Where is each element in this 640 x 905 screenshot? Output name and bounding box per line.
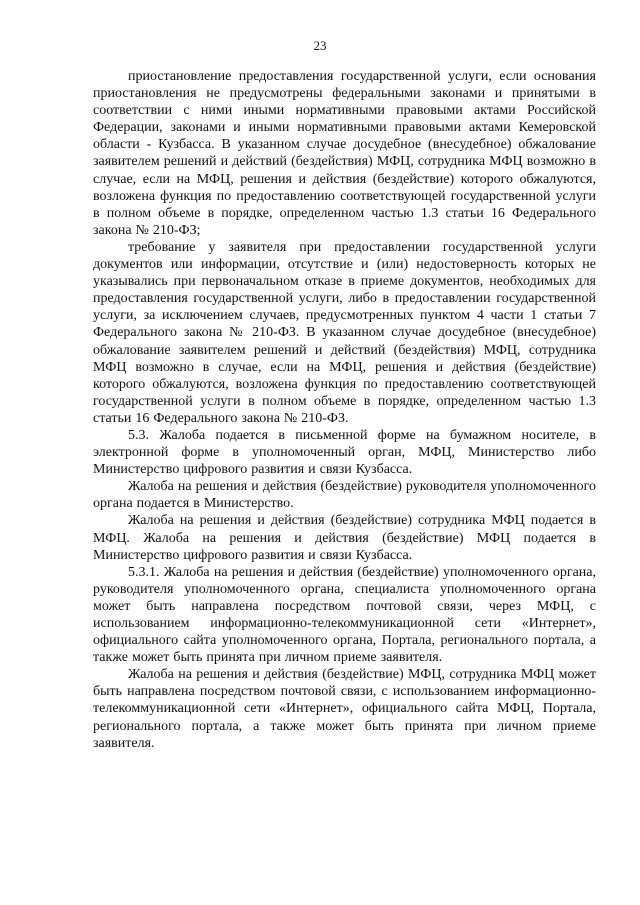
paragraph-mfc-submission: Жалоба на решения и действия (бездействие) МФЦ, сотрудника МФЦ может быть направлена посредством почтовой связи, с использованием информационно-телекоммуникационной сети «Интернет», официального сайта МФЦ, Портала, регионального портала, а также может быть принята при личном приеме заявителя. (93, 667, 596, 751)
document-body (93, 68, 596, 752)
paragraph-mfc-complaint: Жалоба на решения и действия (бездействие) сотрудника МФЦ подается в МФЦ. Жалоба на решения и действия (бездействие) МФЦ подается в Министерство цифрового развития и связи Кузбасса. (93, 513, 596, 563)
paragraph-5-3: 5.3. Жалоба подается в письменной форме на бумажном носителе, в электронной форме в уполномоченный орган, МФЦ, Министерство либо Министерство цифрового развития и связи Кузбасса. (93, 427, 596, 478)
paragraph-suspension-continuation: приостановление предоставления государственной услуги, если основания приостановления не предусмотрены федеральными законами и принятыми в соответствии с ними иными нормативными правовыми актами Российской Федерации, законами и иными нормативными правовыми актами Кемеровской области - Кузбасса. В указанном случае досудебное (внесудебное) обжалование заявителем решений и действий (бездействия) МФЦ, сотрудника МФЦ возможно в случае, если на МФЦ, решения и действия (бездействие) которого обжалуются, возложена функция по предоставлению соответствующей государственной услуги в полном объеме в порядке, определенном частью 1.3 статьи 16 Федерального закона № 210-ФЗ; (93, 69, 596, 238)
paragraph-head-complaint: Жалоба на решения и действия (бездействие) руководителя уполномоченного органа подается в Министерство. (93, 479, 596, 512)
page-number: 23 (313, 38, 327, 53)
paragraph-5-3-1: 5.3.1. Жалоба на решения и действия (бездействие) уполномоченного органа, руководителя уполномоченного органа, специалиста уполномоченного органа может быть направлена посредством почтовой связи, через МФЦ, с использованием информационно-телекоммуникационной сети «Интернет», официального сайта уполномоченного органа, Портала, регионального портала, а также может быть принята при личном приеме заявителя. (93, 564, 596, 666)
paragraph-document-requirement: требование у заявителя при предоставлении государственной услуги документов или информации, отсутствие и (или) недостоверность которых не указывались при первоначальном отказе в приеме документов, необходимых для предоставления государственной услуги, либо в предоставлении государственной услуги, за исключением случаев, предусмотренных пунктом 4 части 1 статьи 7 Федерального закона № 210-ФЗ. В указанном случае досудебное (внесудебное) обжалование заявителем решений и действий (бездействия) МФЦ, сотрудника МФЦ возможно в случае, если на МФЦ, решения и действия (бездействие) которого обжалуются, возложена функция по предоставлению соответствующей государственной услуги в полном объеме в порядке, определенном частью 1.3 статьи 16 Федерального закона № 210-ФЗ. (93, 239, 596, 426)
